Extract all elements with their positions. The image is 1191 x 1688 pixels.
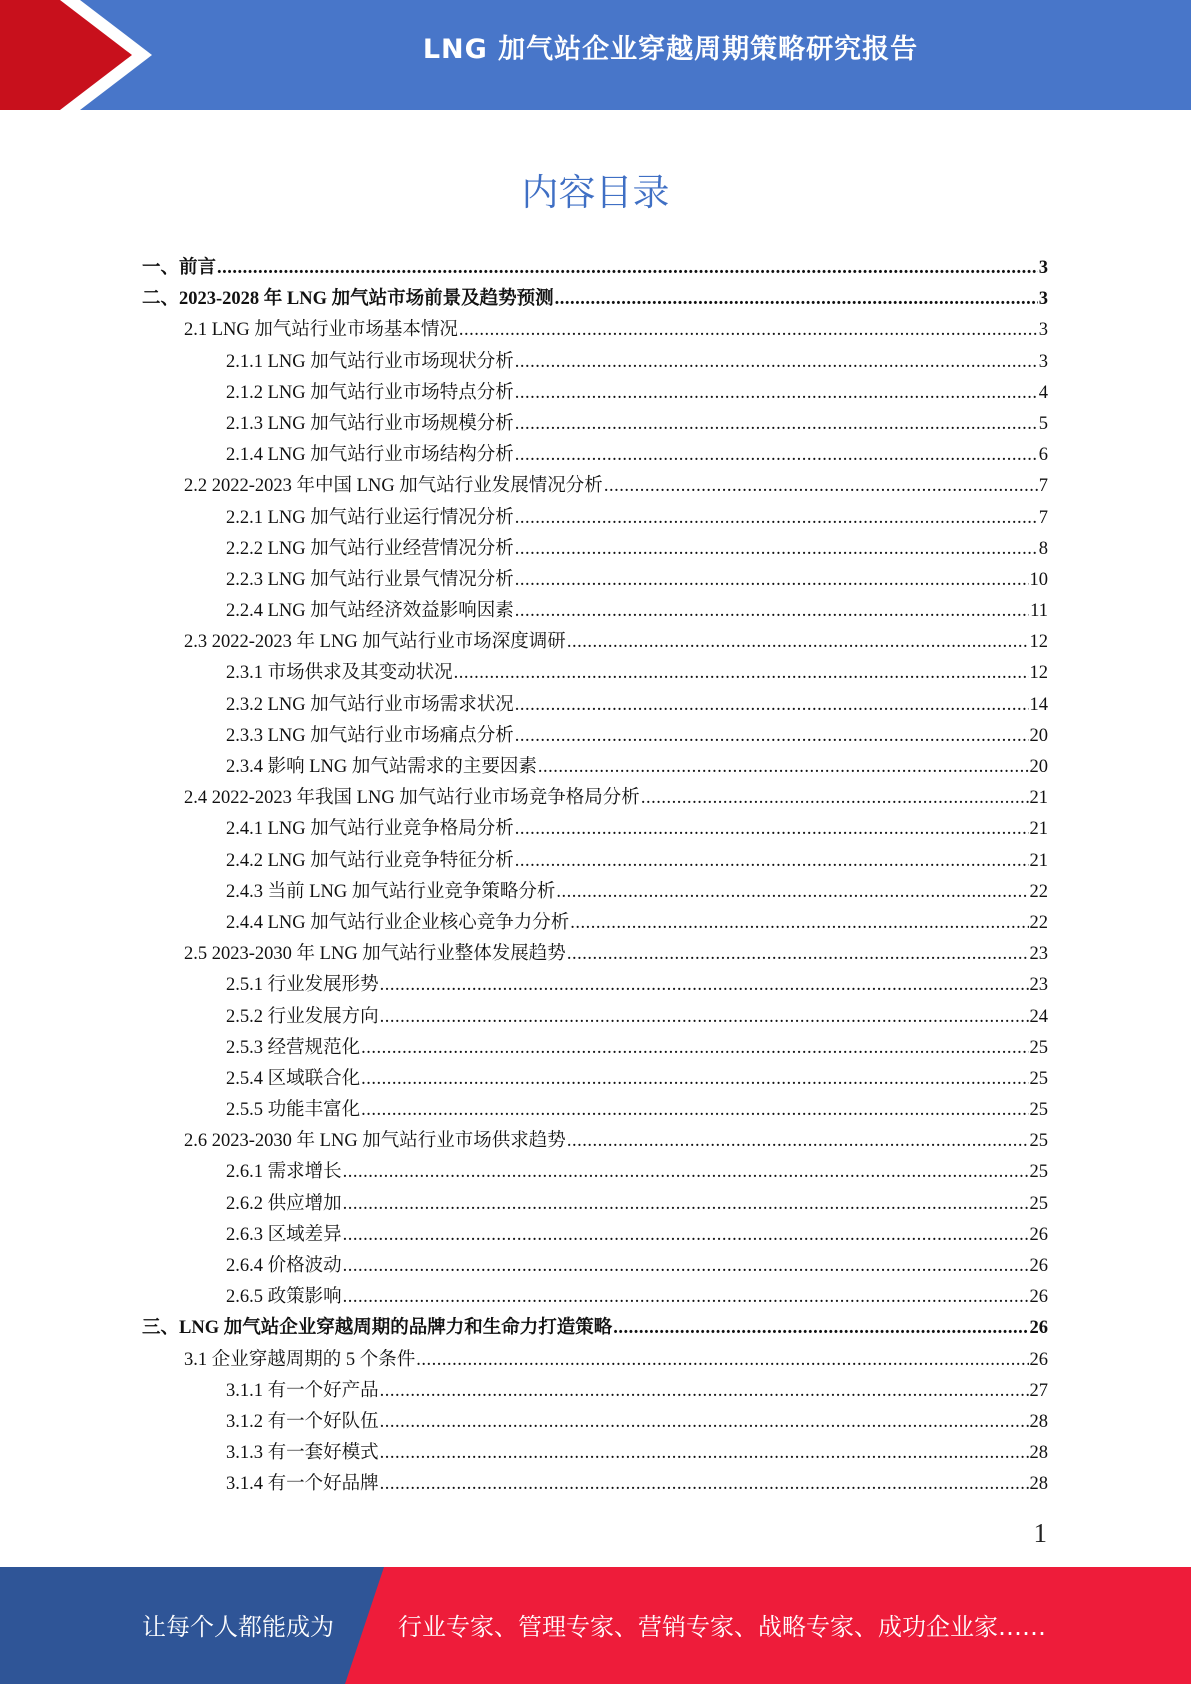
toc-entry[interactable] — [142, 1438, 1048, 1469]
toc-entry-page: 10 — [1029, 569, 1048, 590]
toc-entry-page: 25 — [1029, 1037, 1048, 1058]
toc-entry-page: 23 — [1029, 944, 1048, 965]
toc-leader-dots — [515, 414, 1038, 435]
toc-entry-page: 24 — [1029, 1006, 1048, 1027]
toc-entry-label: 3.1.2 有一个好队伍 — [226, 1411, 379, 1432]
toc-entry-page: 14 — [1029, 694, 1048, 715]
toc-entry[interactable] — [142, 721, 1048, 752]
toc-leader-dots — [343, 1287, 1029, 1308]
toc-leader-dots — [556, 882, 1028, 903]
toc-leader-dots — [361, 1038, 1028, 1059]
toc-entry-label: 2.3 2022-2023 年 LNG 加气站行业市场深度调研 — [184, 632, 566, 653]
toc-entry-page: 21 — [1029, 788, 1048, 809]
toc-entry-page: 11 — [1030, 601, 1048, 622]
toc-entry[interactable] — [142, 596, 1048, 627]
toc-entry-label: 2.6.1 需求增长 — [226, 1162, 342, 1183]
toc-entry-label: 2.3.1 市场供求及其变动状况 — [226, 663, 453, 684]
toc-entry-label: 2.6.5 政策影响 — [226, 1287, 342, 1308]
toc-leader-dots — [515, 570, 1029, 591]
page-number: 1 — [1033, 1518, 1047, 1548]
table-of-contents — [142, 253, 1048, 1501]
toc-entry-label: 二、2023-2028 年 LNG 加气站市场前景及趋势预测 — [142, 289, 554, 310]
toc-entry[interactable] — [142, 1002, 1048, 1033]
toc-leader-dots — [515, 695, 1029, 716]
toc-leader-dots — [613, 1318, 1028, 1339]
toc-entry-label: 2.4.1 LNG 加气站行业竞争格局分析 — [226, 819, 514, 840]
toc-entry-page: 3 — [1038, 289, 1048, 310]
toc-entry[interactable] — [142, 409, 1048, 440]
toc-entry-page: 26 — [1029, 1318, 1048, 1339]
toc-leader-dots — [380, 1412, 1029, 1433]
toc-entry[interactable] — [142, 908, 1048, 939]
toc-entry[interactable] — [142, 1189, 1048, 1220]
toc-entry-page: 25 — [1029, 1131, 1048, 1152]
toc-entry-page: 12 — [1029, 632, 1048, 653]
footer-slogan-left: 让每个人都能成为 — [142, 1613, 334, 1641]
toc-entry-label: 2.6 2023-2030 年 LNG 加气站行业市场供求趋势 — [184, 1131, 566, 1152]
toc-entry-label: 2.5.2 行业发展方向 — [226, 1006, 379, 1027]
toc-entry[interactable] — [142, 1033, 1048, 1064]
toc-entry[interactable] — [142, 1251, 1048, 1282]
toc-leader-dots — [343, 1194, 1029, 1215]
toc-leader-dots — [380, 1443, 1029, 1464]
toc-entry[interactable] — [142, 877, 1048, 908]
toc-entry-page: 27 — [1029, 1380, 1048, 1401]
toc-leader-dots — [380, 1474, 1029, 1495]
toc-leader-dots — [515, 352, 1038, 373]
toc-entry[interactable] — [142, 1407, 1048, 1438]
toc-leader-dots — [515, 726, 1029, 747]
toc-entry[interactable] — [142, 534, 1048, 565]
toc-entry[interactable] — [142, 347, 1048, 378]
toc-leader-dots — [515, 539, 1038, 560]
toc-entry-label: 3.1.1 有一个好产品 — [226, 1380, 379, 1401]
toc-entry-label: 2.5.4 区域联合化 — [226, 1068, 361, 1089]
toc-leader-dots — [361, 1100, 1028, 1121]
toc-entry[interactable] — [142, 378, 1048, 409]
toc-entry[interactable] — [142, 1220, 1048, 1251]
toc-entry[interactable] — [142, 440, 1048, 471]
toc-entry-label: 2.1.4 LNG 加气站行业市场结构分析 — [226, 445, 514, 466]
toc-leader-dots — [515, 445, 1038, 466]
toc-entry-label: 2.3.2 LNG 加气站行业市场需求状况 — [226, 694, 514, 715]
toc-entry-label: 2.3.4 影响 LNG 加气站需求的主要因素 — [226, 757, 537, 777]
toc-entry-page: 26 — [1029, 1224, 1048, 1245]
toc-entry-label: 2.4.4 LNG 加气站行业企业核心竞争力分析 — [226, 912, 570, 933]
toc-entry[interactable] — [142, 1157, 1048, 1188]
toc-entry-label: 2.3.3 LNG 加气站行业市场痛点分析 — [226, 725, 514, 746]
toc-entry-page: 28 — [1029, 1443, 1048, 1464]
toc-entry-label: 3.1.4 有一个好品牌 — [226, 1474, 379, 1495]
toc-leader-dots — [343, 1162, 1029, 1183]
toc-entry-label: 2.6.4 价格波动 — [226, 1256, 342, 1276]
toc-entry-page: 8 — [1038, 538, 1048, 559]
toc-entry-label: 2.2.1 LNG 加气站行业运行情况分析 — [226, 507, 514, 528]
toc-entry-page: 3 — [1038, 258, 1048, 278]
toc-leader-dots — [567, 632, 1029, 653]
toc-entry[interactable] — [142, 565, 1048, 596]
toc-entry[interactable] — [142, 846, 1048, 877]
toc-entry-page: 22 — [1029, 912, 1048, 933]
toc-entry-label: 3.1.3 有一套好模式 — [226, 1443, 379, 1464]
toc-entry-page: 5 — [1038, 413, 1048, 434]
page-header — [0, 0, 1191, 110]
toc-leader-dots — [454, 663, 1029, 684]
toc-entry[interactable] — [142, 253, 1048, 284]
toc-entry-page: 25 — [1029, 1162, 1048, 1183]
toc-entry[interactable] — [142, 939, 1048, 970]
footer-slogan-right: 行业专家、管理专家、营销专家、战略专家、成功企业家…… — [398, 1613, 1046, 1641]
toc-entry-label: 三、LNG 加气站企业穿越周期的品牌力和生命力打造策略 — [142, 1318, 613, 1339]
toc-entry[interactable] — [142, 1282, 1048, 1313]
toc-leader-dots — [555, 289, 1038, 310]
toc-leader-dots — [380, 975, 1029, 996]
toc-entry-label: 2.1.3 LNG 加气站行业市场规模分析 — [226, 413, 514, 434]
toc-entry[interactable] — [142, 315, 1048, 346]
report-title: LNG 加气站企业穿越周期策略研究报告 — [422, 34, 919, 65]
toc-entry-page: 28 — [1029, 1411, 1048, 1432]
toc-leader-dots — [604, 476, 1038, 497]
toc-leader-dots — [515, 601, 1029, 622]
toc-entry-page: 12 — [1029, 663, 1048, 684]
toc-leader-dots — [515, 851, 1029, 872]
toc-entry-page: 21 — [1029, 819, 1048, 840]
toc-entry-label: 一、前言 — [142, 258, 217, 278]
toc-entry[interactable] — [142, 284, 1048, 315]
toc-leader-dots — [459, 320, 1038, 341]
toc-entry-page: 7 — [1038, 507, 1048, 528]
toc-leader-dots — [538, 757, 1029, 778]
toc-entry[interactable] — [142, 1469, 1048, 1500]
toc-entry-page: 4 — [1038, 382, 1048, 403]
toc-entry[interactable] — [142, 1345, 1048, 1376]
toc-entry-label: 2.5.3 经营规范化 — [226, 1037, 361, 1058]
toc-leader-dots — [515, 508, 1038, 529]
toc-entry[interactable] — [142, 471, 1048, 502]
toc-entry-label: 2.1.2 LNG 加气站行业市场特点分析 — [226, 382, 514, 403]
toc-entry-label: 2.5 2023-2030 年 LNG 加气站行业整体发展趋势 — [184, 944, 566, 965]
toc-entry-label: 2.5.5 功能丰富化 — [226, 1100, 361, 1121]
toc-entry[interactable] — [142, 970, 1048, 1001]
toc-entry-label: 2.6.3 区域差异 — [226, 1224, 342, 1245]
toc-entry[interactable] — [142, 690, 1048, 721]
toc-leader-dots — [380, 1007, 1029, 1028]
toc-leader-dots — [567, 1131, 1029, 1152]
toc-entry[interactable] — [142, 752, 1048, 783]
page-footer — [0, 1567, 1191, 1684]
toc-entry-label: 2.1 LNG 加气站行业市场基本情况 — [184, 320, 458, 341]
toc-entry[interactable] — [142, 1064, 1048, 1095]
toc-entry-label: 2.2.4 LNG 加气站经济效益影响因素 — [226, 601, 514, 622]
toc-heading: 内容目录 — [521, 171, 670, 214]
toc-leader-dots — [641, 788, 1029, 809]
toc-entry[interactable] — [142, 783, 1048, 814]
toc-entry-page: 28 — [1029, 1474, 1048, 1495]
toc-entry[interactable] — [142, 627, 1048, 658]
toc-entry-page: 7 — [1038, 476, 1048, 497]
toc-entry-page: 25 — [1029, 1193, 1048, 1214]
toc-entry-page: 20 — [1029, 725, 1048, 746]
toc-entry-page: 3 — [1038, 320, 1048, 341]
toc-leader-dots — [217, 258, 1038, 279]
toc-entry[interactable] — [142, 1126, 1048, 1157]
toc-leader-dots — [380, 1381, 1029, 1402]
toc-leader-dots — [570, 913, 1028, 934]
toc-entry-label: 2.4.3 当前 LNG 加气站行业竞争策略分析 — [226, 881, 556, 902]
toc-entry-page: 23 — [1029, 975, 1048, 996]
toc-entry-page: 22 — [1029, 881, 1048, 902]
toc-leader-dots — [361, 1069, 1028, 1090]
toc-entry-page: 3 — [1038, 351, 1048, 372]
toc-entry[interactable] — [142, 814, 1048, 845]
toc-entry-label: 2.5.1 行业发展形势 — [226, 975, 379, 996]
toc-leader-dots — [515, 383, 1038, 404]
toc-entry-page: 21 — [1029, 850, 1048, 871]
toc-entry-page: 25 — [1029, 1100, 1048, 1121]
toc-entry-label: 2.4 2022-2023 年我国 LNG 加气站行业市场竞争格局分析 — [184, 788, 640, 809]
toc-leader-dots — [343, 1225, 1029, 1246]
toc-entry-label: 2.2.2 LNG 加气站行业经营情况分析 — [226, 538, 514, 559]
toc-entry-label: 2.2 2022-2023 年中国 LNG 加气站行业发展情况分析 — [184, 476, 603, 497]
toc-entry-page: 6 — [1038, 445, 1048, 466]
toc-entry-label: 3.1 企业穿越周期的 5 个条件 — [184, 1349, 416, 1370]
toc-entry-label: 2.2.3 LNG 加气站行业景气情况分析 — [226, 569, 514, 590]
toc-entry-page: 26 — [1029, 1287, 1048, 1308]
toc-entry-page: 20 — [1029, 757, 1048, 777]
toc-entry-label: 2.1.1 LNG 加气站行业市场现状分析 — [226, 351, 514, 372]
toc-leader-dots — [416, 1350, 1028, 1371]
toc-entry-label: 2.6.2 供应增加 — [226, 1193, 342, 1214]
toc-entry-page: 26 — [1029, 1256, 1048, 1276]
toc-entry[interactable] — [142, 1095, 1048, 1126]
toc-entry-label: 2.4.2 LNG 加气站行业竞争特征分析 — [226, 850, 514, 871]
toc-entry-page: 25 — [1029, 1068, 1048, 1089]
toc-entry[interactable] — [142, 1313, 1048, 1344]
toc-entry[interactable] — [142, 658, 1048, 689]
toc-leader-dots — [515, 819, 1029, 840]
toc-leader-dots — [567, 944, 1029, 965]
toc-entry[interactable] — [142, 1376, 1048, 1407]
toc-entry[interactable] — [142, 503, 1048, 534]
header-chevron-icon — [0, 0, 152, 110]
toc-entry-page: 26 — [1029, 1349, 1048, 1370]
toc-leader-dots — [343, 1256, 1029, 1277]
